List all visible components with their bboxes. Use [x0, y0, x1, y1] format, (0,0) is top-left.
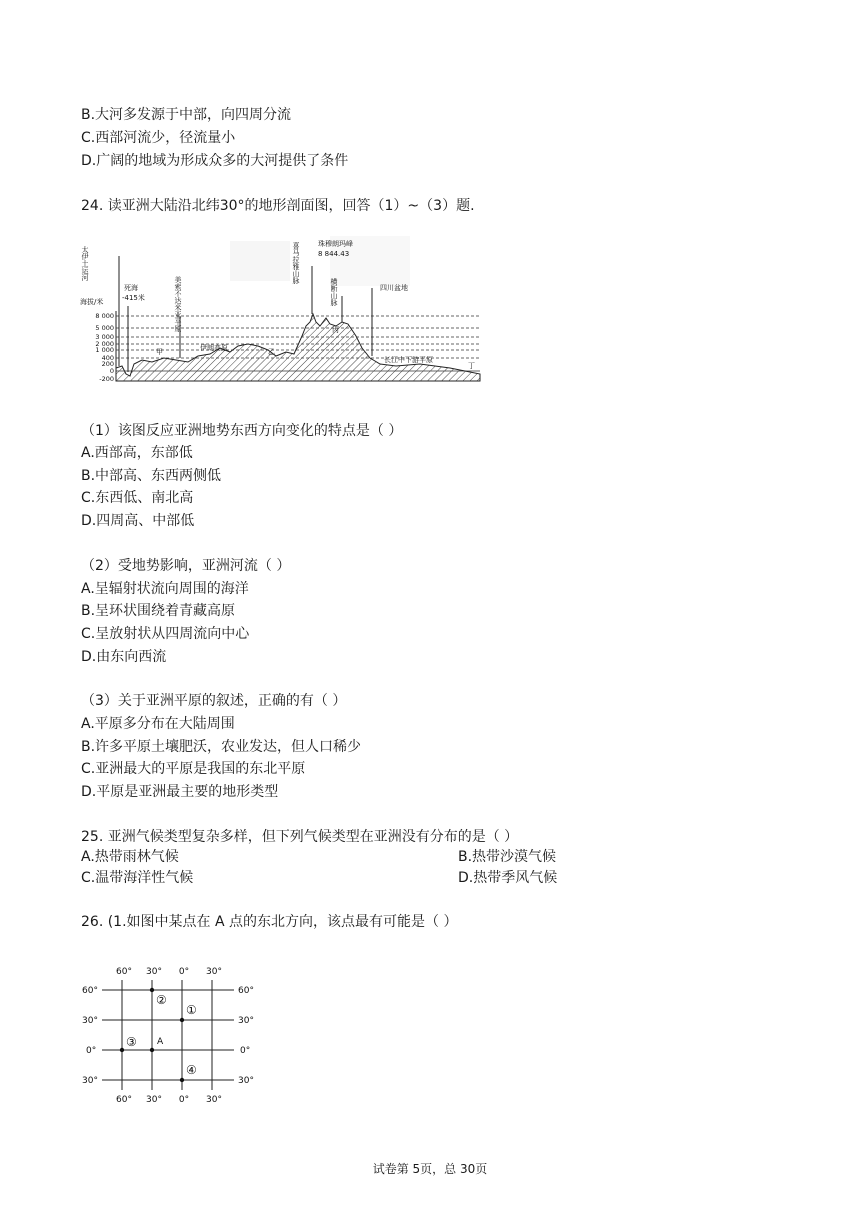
- left-lat-label: 60°: [82, 986, 98, 996]
- terrain-profile-figure: [80, 226, 490, 386]
- q24-stem: 24. 读亚洲大陆沿北纬30°的地形剖面图，回答（1）~（3）题.: [81, 198, 475, 214]
- q26-stem: 26. (1.如图中某点在 A 点的东北方向，该点最有可能是（ ）: [81, 914, 458, 930]
- q24-sub3-question: （3）关于亚洲平原的叙述，正确的有（ ）: [81, 693, 347, 709]
- q23-option-d: D.广阔的地域为形成众多的大河提供了条件: [81, 153, 349, 169]
- sichuan-label: 四川盆地: [380, 284, 408, 292]
- point-2-dot: [150, 988, 154, 992]
- elev-tick: 0: [109, 367, 114, 375]
- q23-option-b: B.大河多发源于中部，向四周分流: [81, 107, 292, 123]
- himalaya-label: 喜马拉雅山脉: [292, 242, 300, 284]
- point-4-label: ④: [186, 1063, 197, 1077]
- elev-tick: 3 000: [95, 333, 114, 341]
- point-1-label: ①: [186, 1003, 197, 1017]
- q24-sub3-option-b: B.许多平原土壤肥沃，农业发达，但人口稀少: [81, 739, 362, 755]
- right-lat-label: 60°: [238, 986, 254, 996]
- elev-tick: 1 000: [95, 346, 114, 354]
- q24-sub2-option-c: C.呈放射状从四周流向中心: [81, 626, 250, 642]
- q24-sub1-question: （1）该图反应亚洲地势东西方向变化的特点是（ ）: [81, 423, 403, 439]
- q24-sub3-option-a: A.平原多分布在大陆周围: [81, 716, 235, 732]
- q24-sub3-option-c: C.亚洲最大的平原是我国的东北平原: [81, 761, 306, 777]
- elev-tick: 2 000: [95, 340, 114, 348]
- elev-tick: 200: [101, 360, 114, 368]
- point-2-label: ②: [156, 993, 167, 1007]
- point-3-dot: [120, 1048, 124, 1052]
- point-a-dot: [150, 1048, 154, 1052]
- mesopotamia-label: 美索不达米亚平原: [174, 276, 182, 332]
- point-3-label: ③: [126, 1035, 137, 1049]
- q24-sub2-question: （2）受地势影响，亚洲河流（ ）: [81, 558, 291, 574]
- elev-tick: 5 000: [95, 324, 114, 332]
- bottom-lon-label: 30°: [146, 1095, 162, 1105]
- left-lat-label: 30°: [82, 1076, 98, 1086]
- q24-sub1-option-b: B.中部高、东西两侧低: [81, 468, 222, 484]
- right-lat-label: 30°: [238, 1076, 254, 1086]
- bottom-lon-label: 60°: [116, 1095, 132, 1105]
- hengduan-label: 横断山脉: [330, 278, 338, 306]
- point-a-label: A: [157, 1037, 164, 1047]
- taigris-label: 太伊土运河: [81, 246, 89, 281]
- q25-stem: 25. 亚洲气候类型复杂多样，但下列气候类型在亚洲没有分布的是（ ）: [81, 829, 519, 845]
- point-1-dot: [180, 1018, 184, 1022]
- jia-label: 甲: [156, 348, 163, 356]
- q24-sub2-option-b: B.呈环状围绕着青藏高原: [81, 603, 236, 619]
- q24-sub2-option-a: A.呈辐射状流向周围的海洋: [81, 581, 249, 597]
- everest-label: 珠穆朗玛峰: [318, 240, 353, 248]
- dead-sea-depth: -415米: [122, 294, 145, 302]
- bottom-lon-label: 30°: [206, 1095, 222, 1105]
- q23-option-c: C.西部河流少，径流量小: [81, 130, 236, 146]
- elev-tick: 400: [101, 354, 114, 362]
- ding-label: 丁: [468, 362, 475, 370]
- q24-sub1-option-d: D.四周高、中部低: [81, 513, 195, 529]
- left-lat-label: 30°: [82, 1016, 98, 1026]
- point-4-dot: [180, 1078, 184, 1082]
- everest-height: 8 844.43: [318, 250, 350, 258]
- top-lon-label: 30°: [146, 967, 162, 977]
- bottom-lon-label: 0°: [178, 1095, 190, 1105]
- elev-tick: -200: [99, 375, 114, 383]
- dead-sea-label: 死海: [124, 284, 138, 292]
- top-lon-label: 60°: [116, 967, 132, 977]
- q25-option-b: B.热带沙漠气候: [458, 849, 557, 865]
- right-lat-label: 0°: [240, 1046, 251, 1056]
- top-lon-label: 30°: [206, 967, 222, 977]
- top-lon-label: 0°: [178, 967, 190, 977]
- yangtze-plain-label: 长江中下游平原: [384, 356, 433, 364]
- yi-label: 乙: [268, 348, 275, 356]
- q25-option-a: A.热带雨林气候: [81, 849, 179, 865]
- iran-plateau-label: 伊朗高原: [200, 344, 228, 352]
- q24-sub2-option-d: D.由东向西流: [81, 649, 167, 665]
- right-lat-label: 30°: [238, 1016, 254, 1026]
- elev-tick: 8 000: [95, 312, 114, 320]
- q25-option-c: C.温带海洋性气候: [81, 870, 194, 886]
- lat-lon-grid-figure: [78, 958, 268, 1108]
- q24-sub3-option-d: D.平原是亚洲最主要的地形类型: [81, 784, 279, 800]
- bing-label: 丙: [332, 326, 339, 334]
- q24-sub1-option-c: C.东西低、南北高: [81, 490, 194, 506]
- elev-axis-label: 海拔/米: [80, 298, 104, 306]
- q25-option-d: D.热带季风气候: [458, 870, 558, 886]
- page-footer: 试卷第 5页，总 30页: [372, 1162, 488, 1176]
- left-lat-label: 0°: [86, 1046, 97, 1056]
- q24-sub1-option-a: A.西部高，东部低: [81, 445, 193, 461]
